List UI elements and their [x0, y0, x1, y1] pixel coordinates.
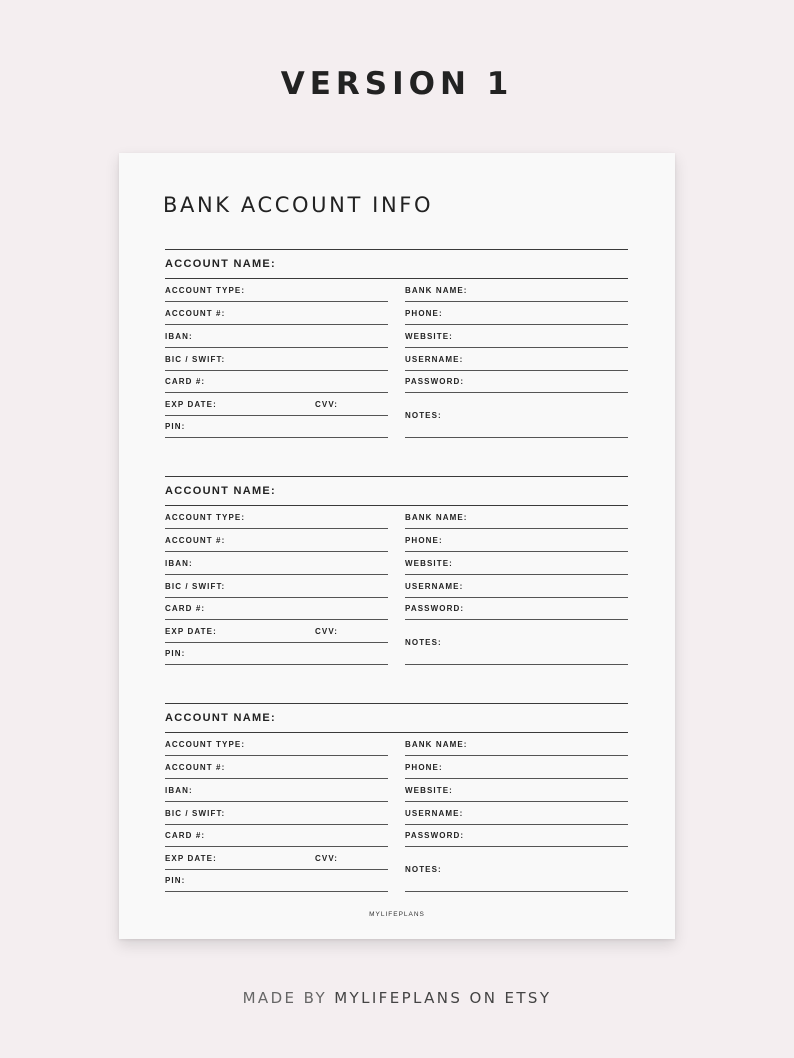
account-name-label: ACCOUNT NAME:	[165, 712, 277, 724]
bank-name-label: BANK NAME:	[405, 740, 468, 749]
notes-label: NOTES:	[405, 411, 442, 420]
footer-brand: MYLIFEPLANS	[369, 911, 425, 918]
account-number-label: ACCOUNT #:	[165, 763, 226, 772]
pin-label: PIN:	[165, 422, 186, 431]
username-label: USERNAME:	[405, 355, 464, 364]
account-type-label: ACCOUNT TYPE:	[165, 513, 246, 522]
card-number-label: CARD #:	[165, 831, 206, 840]
field-line	[165, 574, 388, 575]
divider	[165, 703, 628, 704]
iban-label: IBAN:	[165, 332, 193, 341]
divider	[165, 505, 628, 506]
field-line	[165, 869, 388, 870]
field-line	[405, 801, 628, 802]
password-label: PASSWORD:	[405, 604, 465, 613]
account-name-label: ACCOUNT NAME:	[165, 258, 277, 270]
field-line	[165, 778, 388, 779]
field-line	[165, 891, 388, 892]
field-line	[165, 528, 388, 529]
card-number-label: CARD #:	[165, 377, 206, 386]
field-line	[405, 597, 628, 598]
caption-prefix: MADE BY	[242, 989, 335, 1007]
field-line	[405, 370, 628, 371]
field-line	[405, 392, 628, 393]
divider	[165, 249, 628, 250]
exp-date-label: EXP DATE:	[165, 400, 217, 409]
field-line	[165, 846, 388, 847]
cvv-label: CVV:	[315, 627, 339, 636]
sheet-title: BANK ACCOUNT INFO	[163, 193, 434, 217]
field-line	[165, 347, 388, 348]
bic-swift-label: BIC / SWIFT:	[165, 809, 226, 818]
field-line	[405, 551, 628, 552]
notes-label: NOTES:	[405, 638, 442, 647]
field-line	[165, 301, 388, 302]
field-line	[165, 415, 388, 416]
field-line	[405, 574, 628, 575]
account-name-label: ACCOUNT NAME:	[165, 485, 277, 497]
field-line	[165, 642, 388, 643]
field-line	[405, 891, 628, 892]
exp-date-label: EXP DATE:	[165, 627, 217, 636]
account-block	[165, 476, 628, 666]
iban-label: IBAN:	[165, 559, 193, 568]
field-line	[405, 846, 628, 847]
username-label: USERNAME:	[405, 582, 464, 591]
exp-date-label: EXP DATE:	[165, 854, 217, 863]
divider	[165, 278, 628, 279]
password-label: PASSWORD:	[405, 377, 465, 386]
made-by-caption	[0, 989, 794, 1007]
website-label: WEBSITE:	[405, 786, 453, 795]
account-type-label: ACCOUNT TYPE:	[165, 286, 246, 295]
field-line	[165, 392, 388, 393]
card-number-label: CARD #:	[165, 604, 206, 613]
field-line	[405, 437, 628, 438]
iban-label: IBAN:	[165, 786, 193, 795]
bank-name-label: BANK NAME:	[405, 513, 468, 522]
field-line	[165, 324, 388, 325]
account-number-label: ACCOUNT #:	[165, 309, 226, 318]
field-line	[405, 301, 628, 302]
phone-label: PHONE:	[405, 536, 443, 545]
account-block	[165, 249, 628, 439]
field-line	[165, 597, 388, 598]
field-line	[405, 324, 628, 325]
cvv-label: CVV:	[315, 400, 339, 409]
username-label: USERNAME:	[405, 809, 464, 818]
notes-label: NOTES:	[405, 865, 442, 874]
account-type-label: ACCOUNT TYPE:	[165, 740, 246, 749]
divider	[165, 732, 628, 733]
field-line	[405, 528, 628, 529]
field-line	[405, 664, 628, 665]
pin-label: PIN:	[165, 876, 186, 885]
field-line	[165, 370, 388, 371]
phone-label: PHONE:	[405, 763, 443, 772]
account-number-label: ACCOUNT #:	[165, 536, 226, 545]
phone-label: PHONE:	[405, 309, 443, 318]
field-line	[165, 824, 388, 825]
website-label: WEBSITE:	[405, 559, 453, 568]
field-line	[165, 755, 388, 756]
bic-swift-label: BIC / SWIFT:	[165, 582, 226, 591]
field-line	[405, 824, 628, 825]
bic-swift-label: BIC / SWIFT:	[165, 355, 226, 364]
field-line	[405, 778, 628, 779]
bank-name-label: BANK NAME:	[405, 286, 468, 295]
account-block	[165, 703, 628, 893]
password-label: PASSWORD:	[405, 831, 465, 840]
caption-brand: MYLIFEPLANS ON ETSY	[334, 989, 552, 1007]
field-line	[165, 619, 388, 620]
printable-sheet	[119, 153, 675, 939]
field-line	[405, 347, 628, 348]
field-line	[165, 801, 388, 802]
field-line	[165, 437, 388, 438]
version-title: VERSION 1	[280, 66, 514, 102]
cvv-label: CVV:	[315, 854, 339, 863]
divider	[165, 476, 628, 477]
field-line	[165, 664, 388, 665]
pin-label: PIN:	[165, 649, 186, 658]
field-line	[165, 551, 388, 552]
field-line	[405, 619, 628, 620]
field-line	[405, 755, 628, 756]
website-label: WEBSITE:	[405, 332, 453, 341]
